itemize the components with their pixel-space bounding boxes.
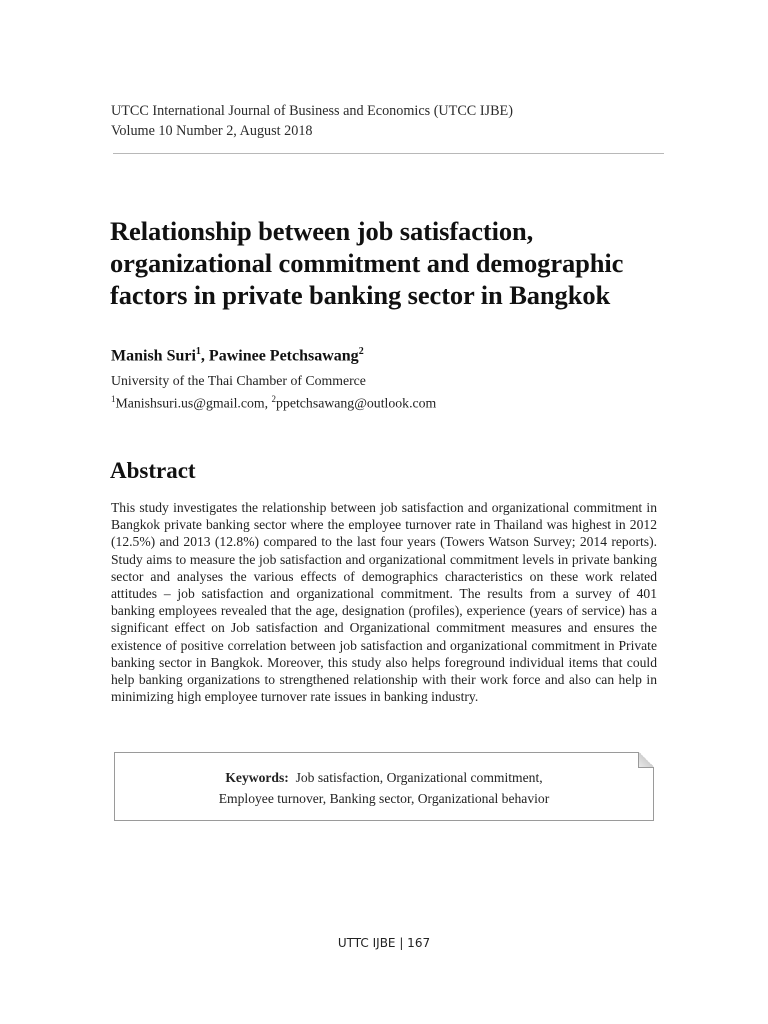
keywords-line — [115, 767, 653, 788]
author-list — [111, 346, 364, 365]
title-line: factors in private banking sector in Bangkok — [110, 280, 611, 310]
keywords-line: Employee turnover, Banking sector, Organizational behavior — [218, 791, 550, 806]
email-separator: , — [264, 395, 272, 411]
page-footer: UTTC IJBE | 167 — [337, 936, 431, 950]
author-email[interactable]: Manishsuri.us@gmail.com — [115, 395, 265, 411]
email-line — [111, 390, 436, 413]
author-email[interactable]: ppetchsawang@outlook.com — [276, 395, 437, 411]
email-mark: 1 — [111, 394, 116, 404]
title-line: Relationship between job satisfaction, — [110, 216, 534, 246]
journal-issue: Volume 10 Number 2, August 2018 — [111, 123, 313, 139]
title-line: organizational commitment and demographic — [110, 248, 624, 278]
paper-title — [110, 215, 670, 311]
journal-name: UTCC International Journal of Business and Economics (UTCC IJBE) — [111, 103, 513, 119]
author-mark: 2 — [358, 346, 364, 357]
header-divider — [113, 153, 664, 154]
keywords-content — [115, 767, 653, 809]
author-name: Pawinee Petchsawang — [208, 347, 359, 365]
affiliation-block — [111, 372, 436, 413]
keywords-values: Job satisfaction, Organizational commitment, — [295, 770, 543, 785]
abstract-heading: Abstract — [110, 458, 196, 483]
keywords-box — [114, 752, 654, 821]
keywords-label: Keywords: — [225, 770, 289, 785]
email-mark: 2 — [271, 394, 277, 404]
author-name: Manish Suri — [111, 347, 196, 365]
journal-header — [111, 101, 513, 141]
folded-corner-decoration — [638, 752, 654, 768]
author-mark: 1 — [195, 346, 201, 357]
author-separator: , — [200, 347, 209, 365]
affiliation: University of the Thai Chamber of Commerce — [111, 373, 366, 388]
abstract-text: This study investigates the relationship between job satisfaction and organizational commitment in Bangkok private banking sector where the employee turnover rate in Thailand was highest in 2012 (12.5%) and 2013 (12.8%) compared to the last four years (Towers Watson Survey; 2014 reports). Study aims to measure the job satisfaction and organizational commitment levels in private banking sector and analyses the various effects of demographics characteristics on these work related attitudes – job satisfaction and organizational commitment. The results from a survey of 401 banking employees revealed that the age, designation (profiles), experience (years of service) has a significant effect on Job satisfaction and Organizational commitment measures and ensures the existence of positive correlation between job satisfaction and organizational commitment in Private banking sector in Bangkok. Moreover, this study also helps foreground individual items that could help banking organizations to strengthened relationship with their work force and also can help in minimizing high employee turnover rate issues in banking industry. — [111, 500, 657, 705]
